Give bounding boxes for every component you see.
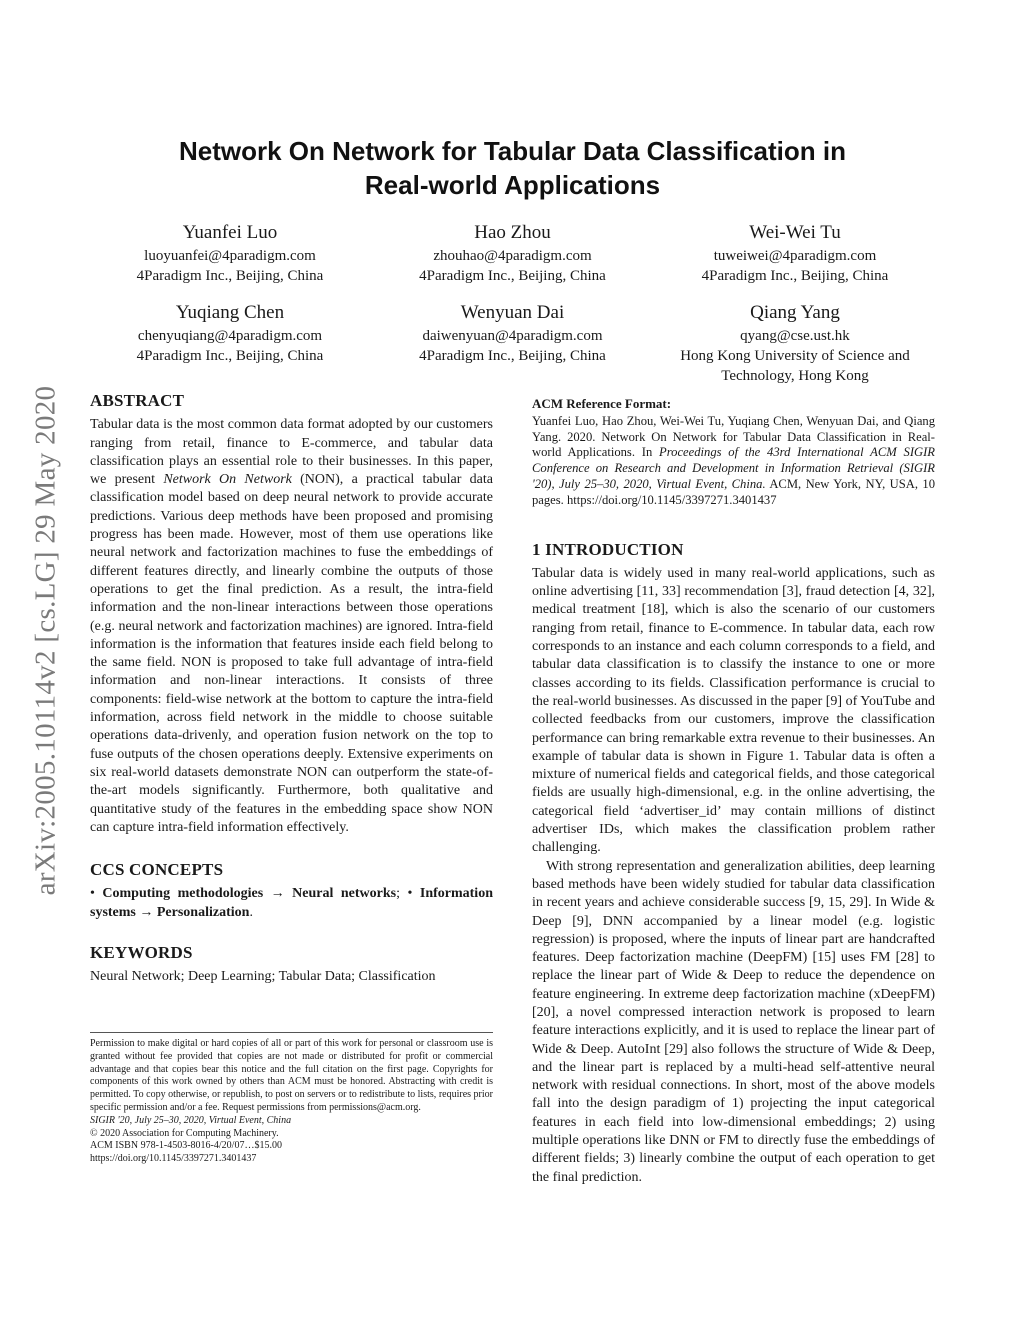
right-column: [532, 396, 935, 1187]
arxiv-identifier: arXiv:2005.10114v2 [cs.LG] 29 May 2020: [29, 385, 62, 895]
doi-link[interactable]: https://doi.org/10.1145/3397271.3401437: [90, 1153, 257, 1165]
author-card: [90, 220, 370, 286]
acm-reference-proceedings: Proceedings of the 43rd International ACM SIGIR Conference on Research and Development in Information Retrieval (SIGIR '20), July 25–30, 2020, Virtual Event, China.: [532, 445, 935, 491]
author-name: Hao Zhou: [474, 222, 551, 243]
introduction-paragraph-1: Tabular data is widely used in many real-world applications, such as online advertising [11, 33] recommendation [3], fraud detection [4, 32], medical treatment [18], which is also the scenario of our customers ranging from retail, finance to E-commence. In tabular data, each row corresponds to an instance and each column corresponds to a field, and tabular data classification is to classify the instance to one or more classes according to its fields. Classification performance is crucial to the real-world businesses. As discussed in the paper [9] of YouTube and collected feedbacks from our customers, improve the classification performance can bring remarkable extra revenue to their businesses. An example of tabular data is shown in Figure 1. Tabular data is often a mixture of numerical fields and categorical fields, and those categorical fields are usually high-dimensional, e.g. in the online advertising, the categorical field ‘advertiser_id’ may contain millions of distinct advertiser IDs, which makes the classification problem rather challenging.: [532, 565, 935, 856]
acm-reference-part-2: ACM, New York, NY, USA, 10 pages. https://doi.org/10.1145/3397271.3401437: [532, 476, 935, 507]
author-email[interactable]: qyang@cse.ust.hk: [740, 328, 850, 344]
author-affiliation: 4Paradigm Inc., Beijing, China: [419, 348, 606, 364]
author-card: [373, 220, 653, 286]
title-line-2: Real-world Applications: [364, 170, 661, 200]
author-affiliation: 4Paradigm Inc., Beijing, China: [419, 268, 606, 284]
isbn-line: ACM ISBN 978-1-4503-8016-4/20/07…$15.00: [90, 1140, 282, 1152]
ccs-item-1: Computing methodologies → Neural networks: [102, 886, 397, 902]
ccs-concepts: • Computing methodologies → Neural networks; • Information systems → Personalization.: [90, 886, 493, 920]
author-affiliation: Hong Kong University of Science and Technology, Hong Kong: [680, 348, 910, 384]
author-affiliation: 4Paradigm Inc., Beijing, China: [136, 348, 324, 364]
model-name: Network On Network: [163, 472, 292, 488]
abstract-text-part-2: (NON), a practical tabular data classification model based on deep neural network to provide accurate predictions. Various deep methods have been proposed and promising progress has been made. However, most of them use operations like neural network and factorization machines to fuse the embeddings of different features directly, and linearly combine the outputs of those operations to get the final prediction. As a result, the intra-field information and the non-linear interactions between those operations (e.g. neural network and factorization machines) are ignored. Intra-field information is the information that features inside each field belong to the same field. NON is proposed to take full advantage of intra-field information and non-linear interactions. It consists of three components: field-wise network at the bottom to capture the intra-field information, across field network in the middle to choose suitable operations data-drivenly, and operation fusion network on the top to fuse outputs of the chosen operations deeply. Extensive experiments on six real-world datasets demonstrate NON can outperform the state-of-the-art models significantly. Furthermore, both qualitative and quantitative study of the features in the embedding space show NON can capture intra-field information effectively.: [90, 472, 493, 835]
author-name: Yuanfei Luo: [182, 222, 278, 243]
keywords-heading: KEYWORDS: [90, 943, 193, 963]
ccs-item-2: Information systems → Personalization: [90, 886, 493, 920]
permission-notice: Permission to make digital or hard copies of all or part of this work for personal or classroom use is granted without fee provided that copies are not made or distributed for profit or commercial advantage and that copies bear this notice and the full citation on the first page. Copyrights for components of this work owned by others than ACM must be honored. Abstracting with credit is permitted. To copy otherwise, or republish, to post on servers or to redistribute to lists, requires prior specific permission and/or a fee. Request permissions from permissions@acm.org.: [90, 1038, 493, 1113]
abstract-heading: ABSTRACT: [90, 391, 185, 410]
author-card: [655, 220, 935, 286]
title-line-1: Network On Network for Tabular Data Classification in: [179, 136, 846, 166]
author-card: [90, 300, 370, 386]
author-block: [90, 220, 935, 400]
keywords-text: Neural Network; Deep Learning; Tabular Data; Classification: [90, 969, 436, 985]
author-card: [373, 300, 653, 386]
author-name: Yuqiang Chen: [175, 302, 285, 323]
author-email[interactable]: zhouhao@4paradigm.com: [433, 248, 592, 264]
author-email[interactable]: luoyuanfei@4paradigm.com: [144, 248, 316, 264]
left-column: [90, 392, 493, 987]
author-email[interactable]: daiwenyuan@4paradigm.com: [422, 328, 603, 344]
acm-reference-text: [532, 414, 935, 509]
author-card: [655, 300, 935, 386]
copyright-line: © 2020 Association for Computing Machinery.: [90, 1127, 279, 1139]
abstract-text-part-1: Tabular data is the most common data format adopted by our customers ranging from retail, finance to E-commerce, and tabular data classification plays an essential role to their businesses. In this paper, we present: [90, 417, 493, 488]
author-name: Wei-Wei Tu: [749, 222, 841, 243]
introduction-heading: 1 INTRODUCTION: [532, 539, 684, 559]
author-affiliation: 4Paradigm Inc., Beijing, China: [136, 268, 324, 284]
author-affiliation: 4Paradigm Inc., Beijing, China: [701, 268, 889, 284]
acm-reference-label: ACM Reference Format:: [532, 396, 672, 411]
copyright-footnote: [90, 1032, 493, 1166]
introduction-paragraph-2: With strong representation and generalization abilities, deep learning based methods have been widely studied for tabular data classification in recent years and achieve considerable success [9, 15, 29]. In Wide & Deep [9], DNN accompanied by a linear model (e.g. logistic regression) is proposed, where the inputs of linear part are handcrafted features. Deep factorization machine (DeepFM) [15] uses FM [28] to replace the linear part of Wide & Deep to reduce the dependence on feature engineering. In extreme deep factorization machine (xDeepFM) [20], a novel compressed interaction network is proposed to learn feature interactions explicitly, and it is used to replace the linear part of Wide & Deep. AutoInt [29] also follows the structure of Wide & Deep, and the linear part is replaced by a multi-head self-attentive neural network with residual connections. In short, most of the above models fall into the design paradigm of 1) projecting the input categorical features in each field into low-dimensional embeddings; 2) using multiple operations like DNN or FM to directly fuse the embeddings of different fields; 3) linearly combine the output of each operation to get the final prediction.: [532, 858, 935, 1185]
author-name: Wenyuan Dai: [460, 302, 565, 323]
conference-info: SIGIR '20, July 25–30, 2020, Virtual Event, China: [90, 1114, 292, 1126]
paper-title: [90, 134, 935, 202]
abstract-text: [90, 416, 493, 837]
ccs-heading: CCS CONCEPTS: [90, 860, 224, 880]
arxiv-identifier-sidebar: [28, 340, 64, 940]
author-name: Qiang Yang: [750, 302, 840, 323]
author-row-2: [90, 300, 935, 386]
author-email[interactable]: chenyuqiang@4paradigm.com: [137, 328, 323, 344]
acm-reference: [532, 396, 935, 509]
author-row-1: [90, 220, 935, 286]
author-email[interactable]: tuweiwei@4paradigm.com: [713, 248, 877, 264]
acm-reference-part-1: Yuanfei Luo, Hao Zhou, Wei-Wei Tu, Yuqiang Chen, Wenyuan Dai, and Qiang Yang. 2020. Network On Network for Tabular Data Classification in Real-world Applications. In: [532, 413, 935, 460]
